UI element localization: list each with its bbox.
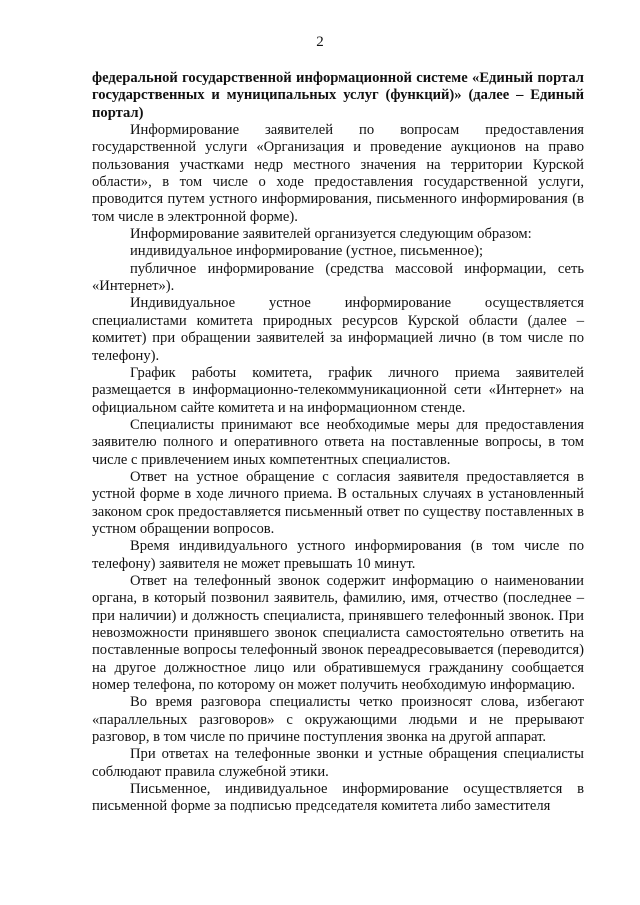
paragraph: Специалисты принимают все необходимые меры для предоставления заявителю полного и оперативного ответа на поставленные вопросы, в том числе с привлечением иных компетентных специалистов. (92, 416, 584, 468)
paragraph: График работы комитета, график личного приема заявителей размещается в информационно-телекоммуникационной сети «Интернет» на официальном сайте комитета и на информационном стенде. (92, 364, 584, 416)
paragraph: Ответ на устное обращение с согласия заявителя предоставляется в устной форме в ходе личного приема. В остальных случаях в установленный законом срок предоставляется письменный ответ по существу поставленных в устном обращении вопросов. (92, 468, 584, 537)
paragraph: Время индивидуального устного информирования (в том числе по телефону) заявителя не может превышать 10 минут. (92, 538, 584, 572)
paragraph: публичное информирование (средства массовой информации, сеть «Интернет»). (92, 260, 584, 295)
paragraph: Во время разговора специалисты четко произносят слова, избегают «параллельных разговоров» с окружающими людьми и не прерывают разговор, в том числе по причине поступления звонка на другой аппарат. (92, 694, 584, 746)
paragraph: Информирование заявителей по вопросам предоставления государственной услуги «Организация и проведение аукционов на право пользования участками недр местного значения на территории Курской области», в том числе о ходе предоставления государственной услуги, проводится путем устного информирования, письменного информирования (в том числе в электронной форме). (92, 122, 584, 225)
paragraph: индивидуальное информирование (устное, письменное); (130, 243, 484, 260)
paragraph: Индивидуальное устное информирование осуществляется специалистами комитета природных ресурсов Курской области (далее – комитет) при обращении заявителей за информацией лично (в том числе по телефону). (92, 295, 584, 364)
section-heading: федеральной государственной информационной системе «Единый портал государственных и муниципальных услуг (функций)» (далее – Единый портал) (92, 70, 584, 121)
paragraph: Ответ на телефонный звонок содержит информацию о наименовании органа, в который позвонил заявитель, фамилию, имя, отчество (последнее – при наличии) и должность специалиста, принявшего телефонный звонок. При невозможности принявшего звонок специалиста самостоятельно ответить на поставленные вопросы телефонный звонок переадресовывается (переводится) на другое должностное лицо или обратившемуся гражданину сообщается номер телефона, по которому он может получить необходимую информацию. (92, 572, 584, 694)
page-number: 2 (316, 34, 324, 50)
paragraph: Письменное, индивидуальное информирование осуществляется в письменной форме за подписью председателя комитета либо заместителя (92, 781, 584, 815)
paragraph: При ответах на телефонные звонки и устные обращения специалисты соблюдают правила служебной этики. (92, 746, 584, 780)
document-body (92, 70, 584, 816)
paragraph: Информирование заявителей организуется следующим образом: (130, 226, 532, 243)
